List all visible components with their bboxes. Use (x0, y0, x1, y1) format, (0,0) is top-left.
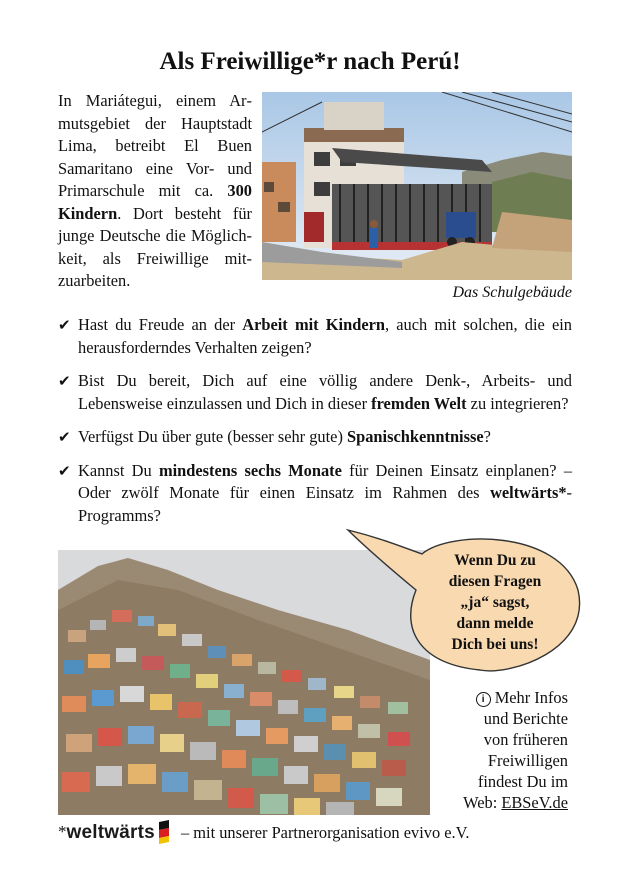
intro-text-end: . Dort besteht für junge Deutsche die Möglichkeit, als Freiwillige mitzuarbeiten. (58, 203, 252, 290)
intro-paragraph (58, 90, 252, 293)
question-text-end: ? (483, 427, 491, 446)
question-text: Bist Du bereit, Dich auf eine völlig andere Denk-, Arbeits- und Lebensweise einzulassen und Dich in dieser (78, 371, 572, 413)
bubble-line: Wenn Du zu (454, 552, 536, 569)
info-web-line (440, 792, 568, 813)
question-text: Kannst Du (78, 460, 159, 480)
info-line: von früheren (483, 730, 568, 749)
question-bold: Spanischkenntnisse (347, 427, 484, 446)
footer (58, 818, 578, 848)
bubble-line: dann melde (456, 615, 534, 632)
website-link[interactable]: EBSeV.de (501, 793, 568, 812)
school-building-photo (262, 92, 572, 280)
german-flag-icon (157, 820, 173, 844)
question-text: Hast du Freude an der (78, 315, 243, 334)
intro-bold: 300 Kindern (58, 181, 252, 223)
footer-text: – mit unserer Partnerorganisation evivo e.V. (176, 823, 470, 842)
bubble-line: „ja“ sagst, (460, 594, 530, 611)
intro-text: In Mariátegui, einem Armutsgebiet der Hauptstadt Lima, betreibt El Buen Samaritano eine Vor- und Primarschule mit ca. (58, 91, 252, 200)
question-bold: mindestens sechs Monate (158, 460, 342, 480)
info-line: Freiwilligen (487, 751, 568, 770)
weltwaerts-logo: weltwärts (66, 822, 155, 843)
checkmark-icon: ✔ (58, 316, 71, 334)
page-title: Als Freiwillige*r nach Perú! (159, 48, 461, 75)
info-line: findest Du im (477, 772, 568, 791)
speech-bubble-text (420, 550, 570, 655)
checkmark-icon: ✔ (58, 428, 71, 446)
photo-caption: Das Schulgebäude (452, 284, 572, 301)
web-prefix: Web: (463, 793, 502, 812)
question-text-end: , auch mit solchen, die ein herausforderndes Verhalten zeigen? (78, 315, 573, 357)
footer-star: * (58, 822, 67, 841)
info-icon: i (476, 692, 491, 707)
bubble-line: Dich bei uns! (451, 636, 539, 653)
question-item (58, 426, 572, 449)
question-item (58, 460, 572, 528)
question-bold: Arbeit mit Kindern (242, 315, 385, 334)
question-text-mid: für Deinen Einsatz einplanen? – Oder zwölf Monate für einen Einsatz im Rahmen des (78, 460, 573, 502)
bubble-line: diesen Fragen (448, 573, 542, 590)
question-bold: fremden Welt (371, 393, 467, 413)
info-line: und Berichte (483, 709, 568, 728)
info-box (440, 687, 568, 813)
question-list (58, 314, 572, 538)
question-text-end: zu integrieren? (466, 393, 569, 413)
question-text: Verfügst Du über gute (besser sehr gute) (78, 427, 347, 446)
info-line-text: Mehr Infos (494, 688, 568, 707)
question-item (58, 370, 572, 415)
checkmark-icon: ✔ (58, 461, 71, 480)
checkmark-icon: ✔ (58, 372, 71, 390)
question-bold-program: weltwärts* (490, 483, 567, 502)
question-item (58, 314, 572, 359)
question-text-end: -Programms? (78, 483, 572, 525)
info-line (440, 687, 568, 708)
